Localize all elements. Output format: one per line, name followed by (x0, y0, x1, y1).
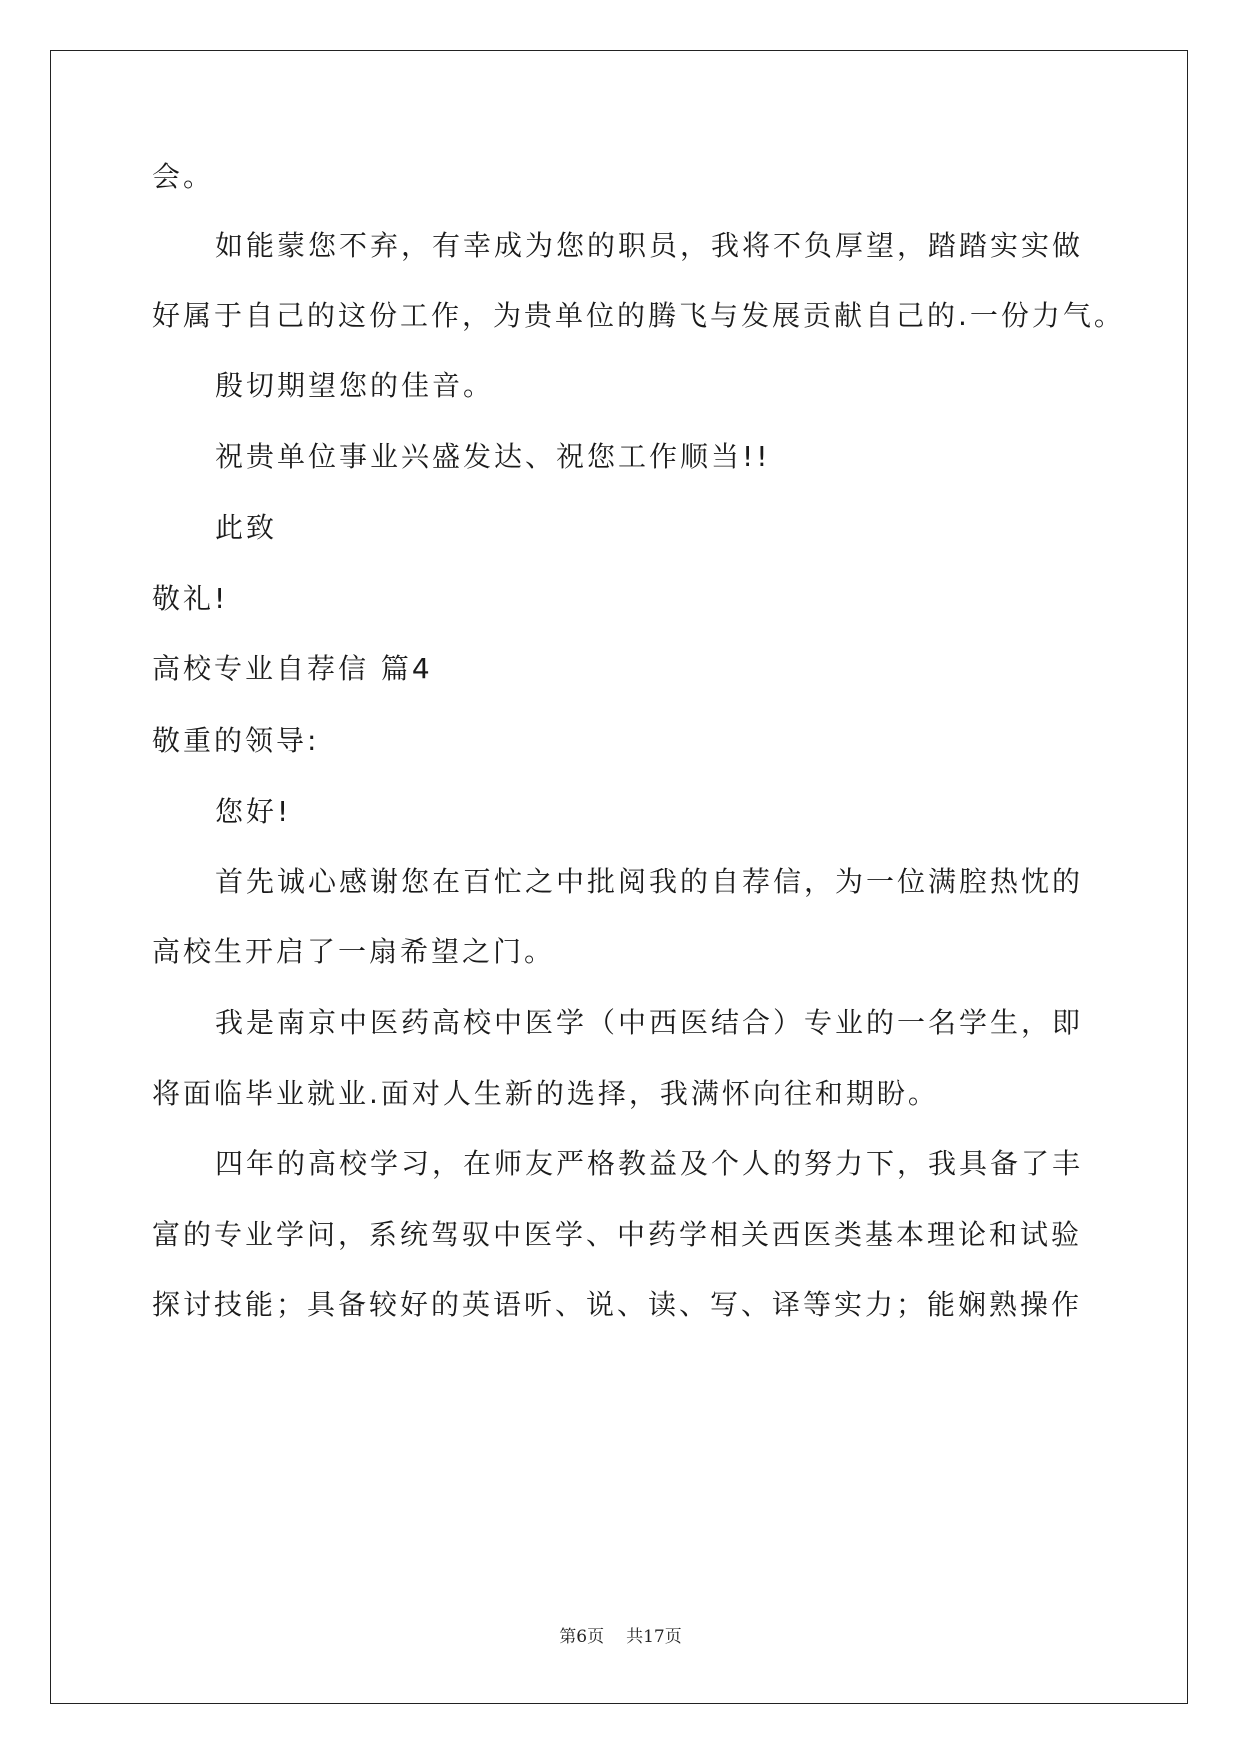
page-footer (0, 1622, 1241, 1647)
paragraph-line: 富的专业学问，系统驾驭中医学、中药学相关西医类基本理论和试验 (152, 1218, 1083, 1251)
paragraph-line: 探讨技能；具备较好的英语听、说、读、写、译等实力；能娴熟操作 (152, 1288, 1083, 1321)
page-number: 第6页 (559, 1627, 605, 1647)
paragraph-line: 好属于自己的这份工作，为贵单位的腾飞与发展贡献自己的.一份力气。 (152, 299, 1125, 332)
paragraph-line: 祝贵单位事业兴盛发达、祝您工作顺当!! (215, 440, 771, 473)
paragraph-line: 殷切期望您的佳音。 (215, 369, 495, 402)
page-total: 共17页 (626, 1627, 682, 1647)
paragraph-line: 将面临毕业就业.面对人生新的选择，我满怀向往和期盼。 (152, 1077, 939, 1110)
paragraph-line: 我是南京中医药高校中医学（中西医结合）专业的一名学生，即 (215, 1006, 1084, 1039)
paragraph-line: 敬礼! (152, 582, 229, 615)
paragraph-line: 如能蒙您不弃，有幸成为您的职员，我将不负厚望，踏踏实实做 (215, 229, 1084, 262)
paragraph-line: 首先诚心感谢您在百忙之中批阅我的自荐信，为一位满腔热忱的 (215, 865, 1084, 898)
section-heading: 高校专业自荐信 篇4 (152, 652, 433, 685)
greeting: 您好! (215, 795, 292, 828)
paragraph-line: 高校生开启了一扇希望之门。 (152, 935, 556, 968)
paragraph-line: 会。 (152, 160, 215, 193)
paragraph-line: 四年的高校学习，在师友严格教益及个人的努力下，我具备了丰 (215, 1147, 1084, 1180)
salutation: 敬重的领导: (152, 724, 320, 757)
paragraph-line: 此致 (215, 511, 278, 544)
